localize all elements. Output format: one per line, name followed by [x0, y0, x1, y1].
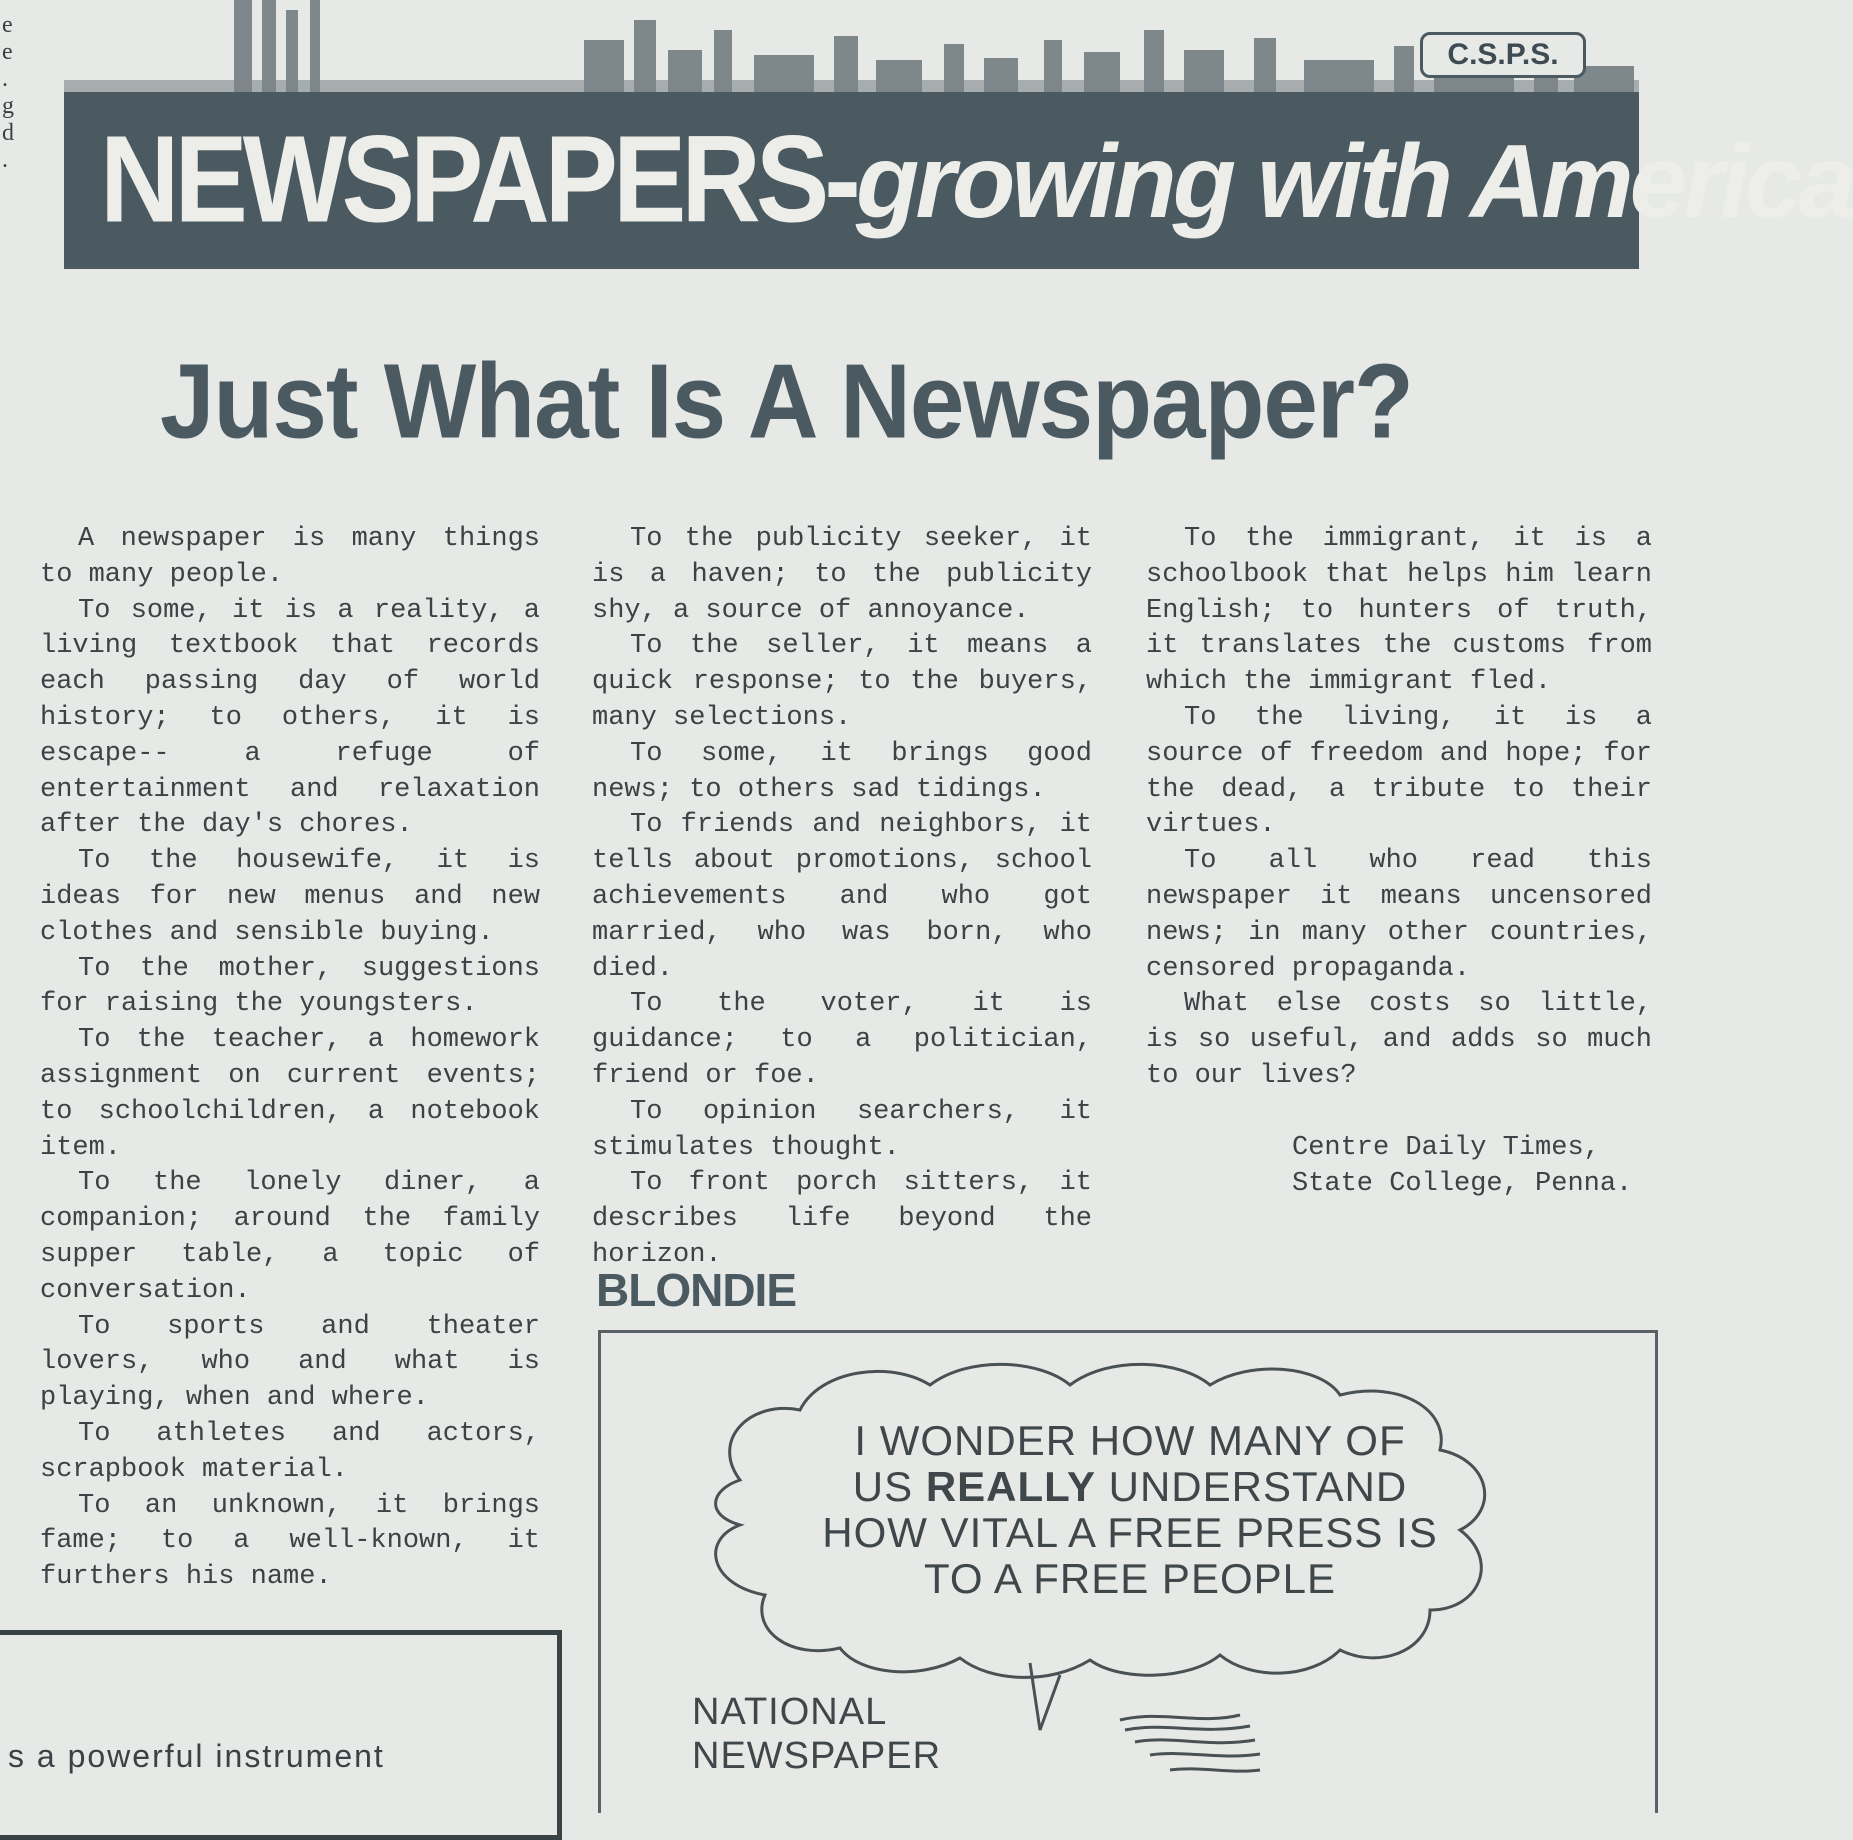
- paragraph: To all who read this newspaper it means uncensored news; in many other countries, censored propaganda.: [1146, 846, 1652, 984]
- syndicate-badge: C.S.P.S.: [1420, 32, 1586, 78]
- paragraph: To friends and neighbors, it tells about promotions, school achievements and who got married, who was born, who died.: [592, 810, 1092, 984]
- edge-letter: d: [2, 120, 14, 146]
- paragraph: To the mother, suggestions for raising the youngsters.: [40, 953, 540, 1020]
- paragraph: To front porch sitters, it describes life beyond the horizon.: [592, 1168, 1092, 1270]
- bubble-emphasis: REALLY: [925, 1463, 1096, 1510]
- paragraph: To the publicity seeker, it is a haven; to the publicity shy, a source of annoyance.: [592, 524, 1092, 626]
- paragraph: To an unknown, it brings fame; to a well-known, it furthers his name.: [40, 1490, 540, 1593]
- credit-line: State College, Penna.: [1292, 1168, 1633, 1199]
- bottom-left-text: s a powerful instrument: [8, 1738, 385, 1774]
- logo-line: NEWSPAPER: [692, 1735, 942, 1777]
- paragraph: What else costs so little, is so useful, and adds so much to our lives?: [1146, 989, 1652, 1091]
- banner-title: [100, 100, 1853, 260]
- edge-letter: .: [2, 147, 8, 173]
- comic-title: BLONDIE: [596, 1264, 796, 1316]
- bubble-text: UNDERSTAND: [1095, 1463, 1408, 1510]
- edge-letter: g: [2, 93, 14, 119]
- paragraph: To the lonely diner, a companion; around the family supper table, a topic of conversation.: [40, 1168, 540, 1306]
- paragraph: To some, it brings good news; to others sad tidings.: [592, 738, 1092, 805]
- paragraph: To the immigrant, it is a schoolbook that helps him learn English; to hunters of truth, it translates the customs from which the immigrant fled.: [1146, 524, 1652, 698]
- paragraph: To the voter, it is guidance; to a politician, friend or foe.: [592, 989, 1092, 1091]
- paragraph: To athletes and actors, scrapbook material.: [40, 1418, 540, 1485]
- edge-letter: .: [2, 66, 8, 92]
- banner-title-sub: growing with America: [855, 124, 1853, 240]
- bubble-line: TO A FREE PEOPLE: [923, 1555, 1337, 1602]
- bubble-text: US: [852, 1463, 926, 1510]
- speech-bubble-text: [700, 1418, 1560, 1602]
- bottom-left-box: [0, 1630, 562, 1840]
- skyline-illustration: [64, 0, 1639, 92]
- comic-logo-text: [692, 1690, 941, 1778]
- paragraph: To the housewife, it is ideas for new menus and new clothes and sensible buying.: [40, 846, 540, 948]
- banner-title-main: NEWSPAPERS-: [100, 110, 856, 249]
- paragraph: A newspaper is many things to many people.: [40, 524, 540, 590]
- paragraph: To the teacher, a homework assignment on current events; to schoolchildren, a notebook item.: [40, 1025, 540, 1163]
- article-column-1: [40, 522, 540, 1596]
- paragraph: To some, it is a reality, a living textbook that records each passing day of world history; to others, it is escape-- a refuge of entertainment and relaxation after the day's chores.: [40, 595, 540, 841]
- paragraph: To the seller, it means a quick response; to the buyers, many selections.: [592, 631, 1092, 733]
- article-credit: [1146, 1131, 1652, 1203]
- bubble-line: [700, 1464, 1560, 1510]
- paragraph: To opinion searchers, it stimulates thought.: [592, 1096, 1092, 1163]
- article-headline: Just What Is A Newspaper?: [160, 341, 1413, 461]
- paragraph: To sports and theater lovers, who and what is playing, when and where.: [40, 1311, 540, 1414]
- edge-letter: e: [2, 39, 13, 65]
- bubble-line: I WONDER HOW MANY OF: [854, 1417, 1406, 1464]
- article-column-2: [592, 522, 1092, 1274]
- paragraph: To the living, it is a source of freedom and hope; for the dead, a tribute to their virtues.: [1146, 702, 1652, 841]
- edge-letter: e: [2, 12, 13, 38]
- bubble-line: HOW VITAL A FREE PRESS IS: [822, 1509, 1438, 1556]
- article-column-3: [1146, 522, 1652, 1202]
- logo-line: NATIONAL: [692, 1691, 888, 1733]
- previous-column-edge: [2, 12, 26, 174]
- credit-line: Centre Daily Times,: [1292, 1132, 1600, 1163]
